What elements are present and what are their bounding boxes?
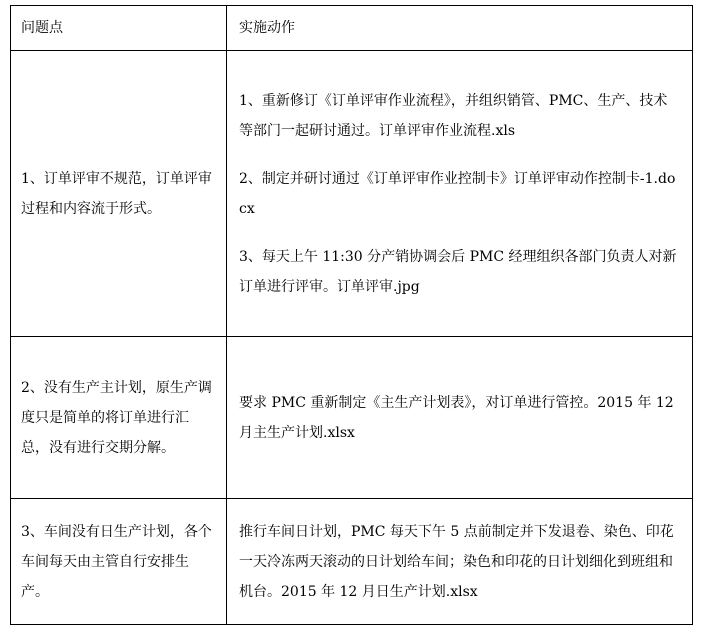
action-paragraph: 要求 PMC 重新制定《主生产计划表》，对订单进行管控。2015 年 12 月主生产计划.xlsx <box>239 394 674 441</box>
table-row <box>11 337 693 499</box>
action-paragraph: 2、制定并研讨通过《订单评审作业控制卡》订单评审动作控制卡-1.docx <box>239 170 676 217</box>
issue-cell: 2、没有生产主计划，原生产调度只是简单的将订单进行汇总，没有进行交期分解。 <box>11 337 227 499</box>
action-cell <box>227 51 693 337</box>
action-cell <box>227 499 693 625</box>
issue-cell: 1、订单评审不规范，订单评审过程和内容流于形式。 <box>11 51 227 337</box>
issue-cell: 3、车间没有日生产计划，各个车间每天由主管自行安排生产。 <box>11 499 227 625</box>
action-paragraph: 3、每天上午 11:30 分产销协调会后 PMC 经理组织各部门负责人对新订单进行评审。订单评审.jpg <box>239 248 677 295</box>
table-row <box>11 499 693 625</box>
action-cell <box>227 337 693 499</box>
header-action: 实施动作 <box>227 6 693 51</box>
table-header-row <box>11 6 693 51</box>
issues-actions-table <box>10 5 693 625</box>
header-issue: 问题点 <box>11 6 227 51</box>
action-paragraph: 1、重新修订《订单评审作业流程》，并组织销管、PMC、生产、技术等部门一起研讨通过。订单评审作业流程.xls <box>239 92 668 139</box>
action-paragraph: 推行车间日计划，PMC 每天下午 5 点前制定并下发退卷、染色、印花一天冷冻两天滚动的日计划给车间；染色和印花的日计划细化到班组和机台。2015 年 12 月日生产计划.xlsx <box>239 523 674 600</box>
table-row <box>11 51 693 337</box>
